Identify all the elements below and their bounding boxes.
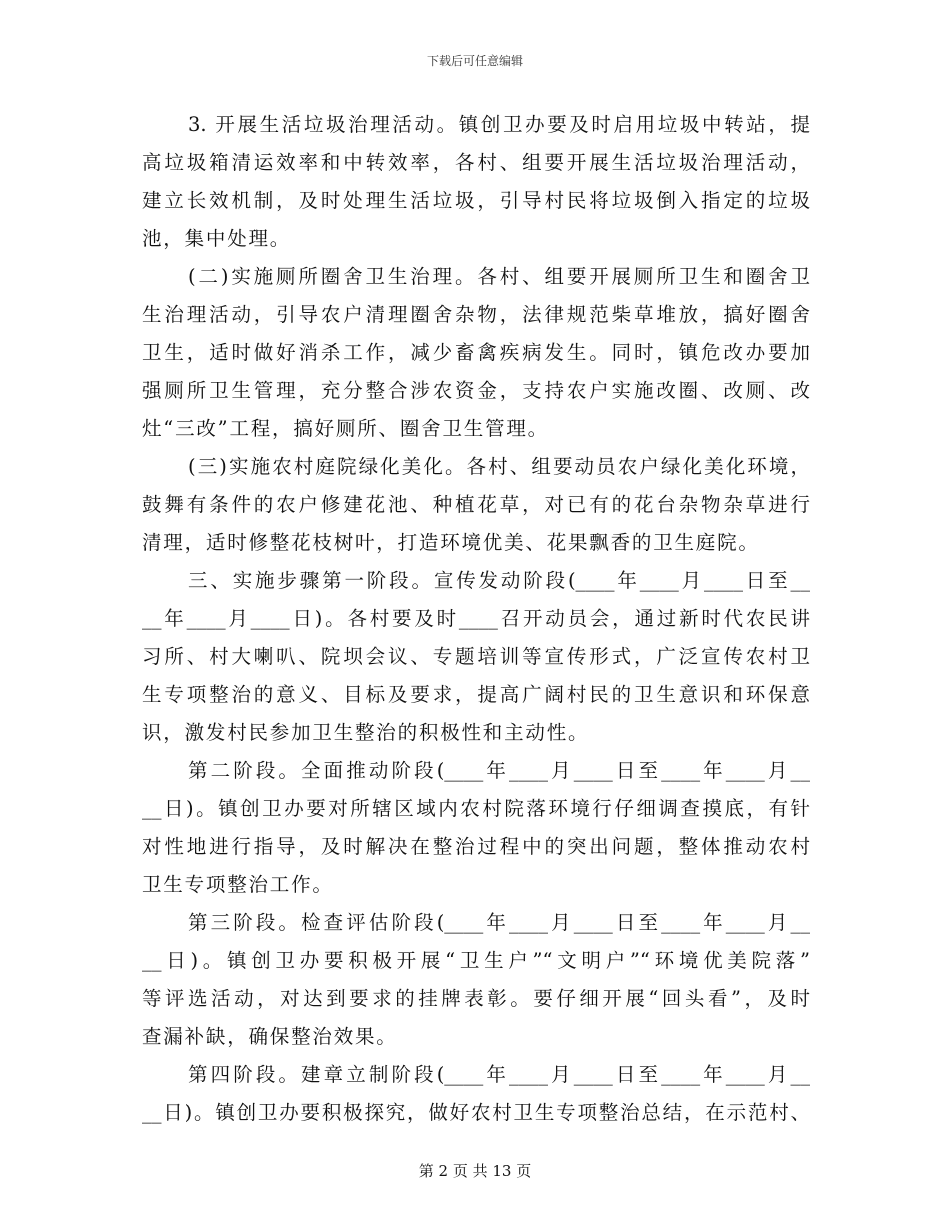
- text-line: __年____月____日)。各村要及时____召开动员会，通过新时代农民讲: [142, 607, 810, 630]
- text-line: 第二阶段。全面推动阶段(____年____月____日至____年____月__: [188, 759, 810, 782]
- paragraph-stage-four: [142, 1056, 810, 1132]
- text-line: 强厕所卫生管理，充分整合涉农资金，支持农户实施改圈、改厕、改: [142, 379, 810, 402]
- paragraph-stage-two: [142, 752, 810, 904]
- text-line: 清理，适时修整花枝树叶，打造环境优美、花果飘香的卫生庭院。: [142, 531, 760, 554]
- paragraph-courtyard-greening: [142, 448, 810, 562]
- document-body: [142, 106, 810, 1132]
- text-line: 3. 开展生活垃圾治理活动。镇创卫办要及时启用垃圾中转站，提: [188, 113, 810, 136]
- text-line: 第四阶段。建章立制阶段(____年____月____日至____年____月__: [188, 1063, 810, 1086]
- text-line: 等评选活动，对达到要求的挂牌表彰。要仔细开展“回头看”，及时: [142, 987, 810, 1010]
- text-line: 鼓舞有条件的农户修建花池、种植花草，对已有的花台杂物杂草进行: [142, 493, 810, 516]
- text-line: 第三阶段。检查评估阶段(____年____月____日至____年____月__: [188, 911, 810, 934]
- text-line: 识，激发村民参加卫生整治的积极性和主动性。: [142, 721, 590, 744]
- text-line: 生治理活动，引导农户清理圈舍杂物，法律规范柴草堆放，搞好圈舍: [142, 303, 810, 326]
- paragraph-toilet-pen-sanitation: [142, 258, 810, 448]
- text-line: 三、实施步骤第一阶段。宣传发动阶段(____年____月____日至__: [188, 569, 810, 592]
- text-line: 查漏补缺，确保整治效果。: [142, 1025, 398, 1048]
- text-line: 灶“三改”工程，搞好厕所、圈舍卫生管理。: [142, 417, 549, 440]
- text-line: 对性地进行指导，及时解决在整治过程中的突出问题，整体推动农村: [142, 835, 810, 858]
- text-line: 池，集中处理。: [142, 227, 292, 250]
- text-line: (三)实施农村庭院绿化美化。各村、组要动员农户绿化美化环境，: [188, 455, 810, 478]
- text-line: __日)。镇创卫办要积极开展“卫生户”“文明户”“环境优美院落”: [142, 949, 810, 972]
- text-line: __日)。镇创卫办要积极探究，做好农村卫生专项整治总结，在示范村、: [142, 1101, 810, 1124]
- text-line: 卫生，适时做好消杀工作，减少畜禽疾病发生。同时，镇危改办要加: [142, 341, 810, 364]
- text-line: 习所、村大喇叭、院坝会议、专题培训等宣传形式，广泛宣传农村卫: [142, 645, 810, 668]
- text-line: 高垃圾箱清运效率和中转效率，各村、组要开展生活垃圾治理活动，: [142, 151, 810, 174]
- page-number-footer: 第 2 页 共 13 页: [418, 1162, 532, 1180]
- text-line: __日)。镇创卫办要对所辖区域内农村院落环境行仔细调查摸底，有针: [142, 797, 810, 820]
- page-header-note: 下载后可任意编辑: [426, 54, 523, 68]
- paragraph-stage-one: [142, 562, 810, 752]
- paragraph-stage-three: [142, 904, 810, 1056]
- text-line: 建立长效机制，及时处理生活垃圾，引导村民将垃圾倒入指定的垃圾: [142, 189, 810, 212]
- text-line: (二)实施厕所圈舍卫生治理。各村、组要开展厕所卫生和圈舍卫: [188, 265, 810, 288]
- text-line: 卫生专项整治工作。: [142, 873, 334, 896]
- text-line: 生专项整治的意义、目标及要求，提高广阔村民的卫生意识和环保意: [142, 683, 810, 706]
- paragraph-garbage-treatment: [142, 106, 810, 258]
